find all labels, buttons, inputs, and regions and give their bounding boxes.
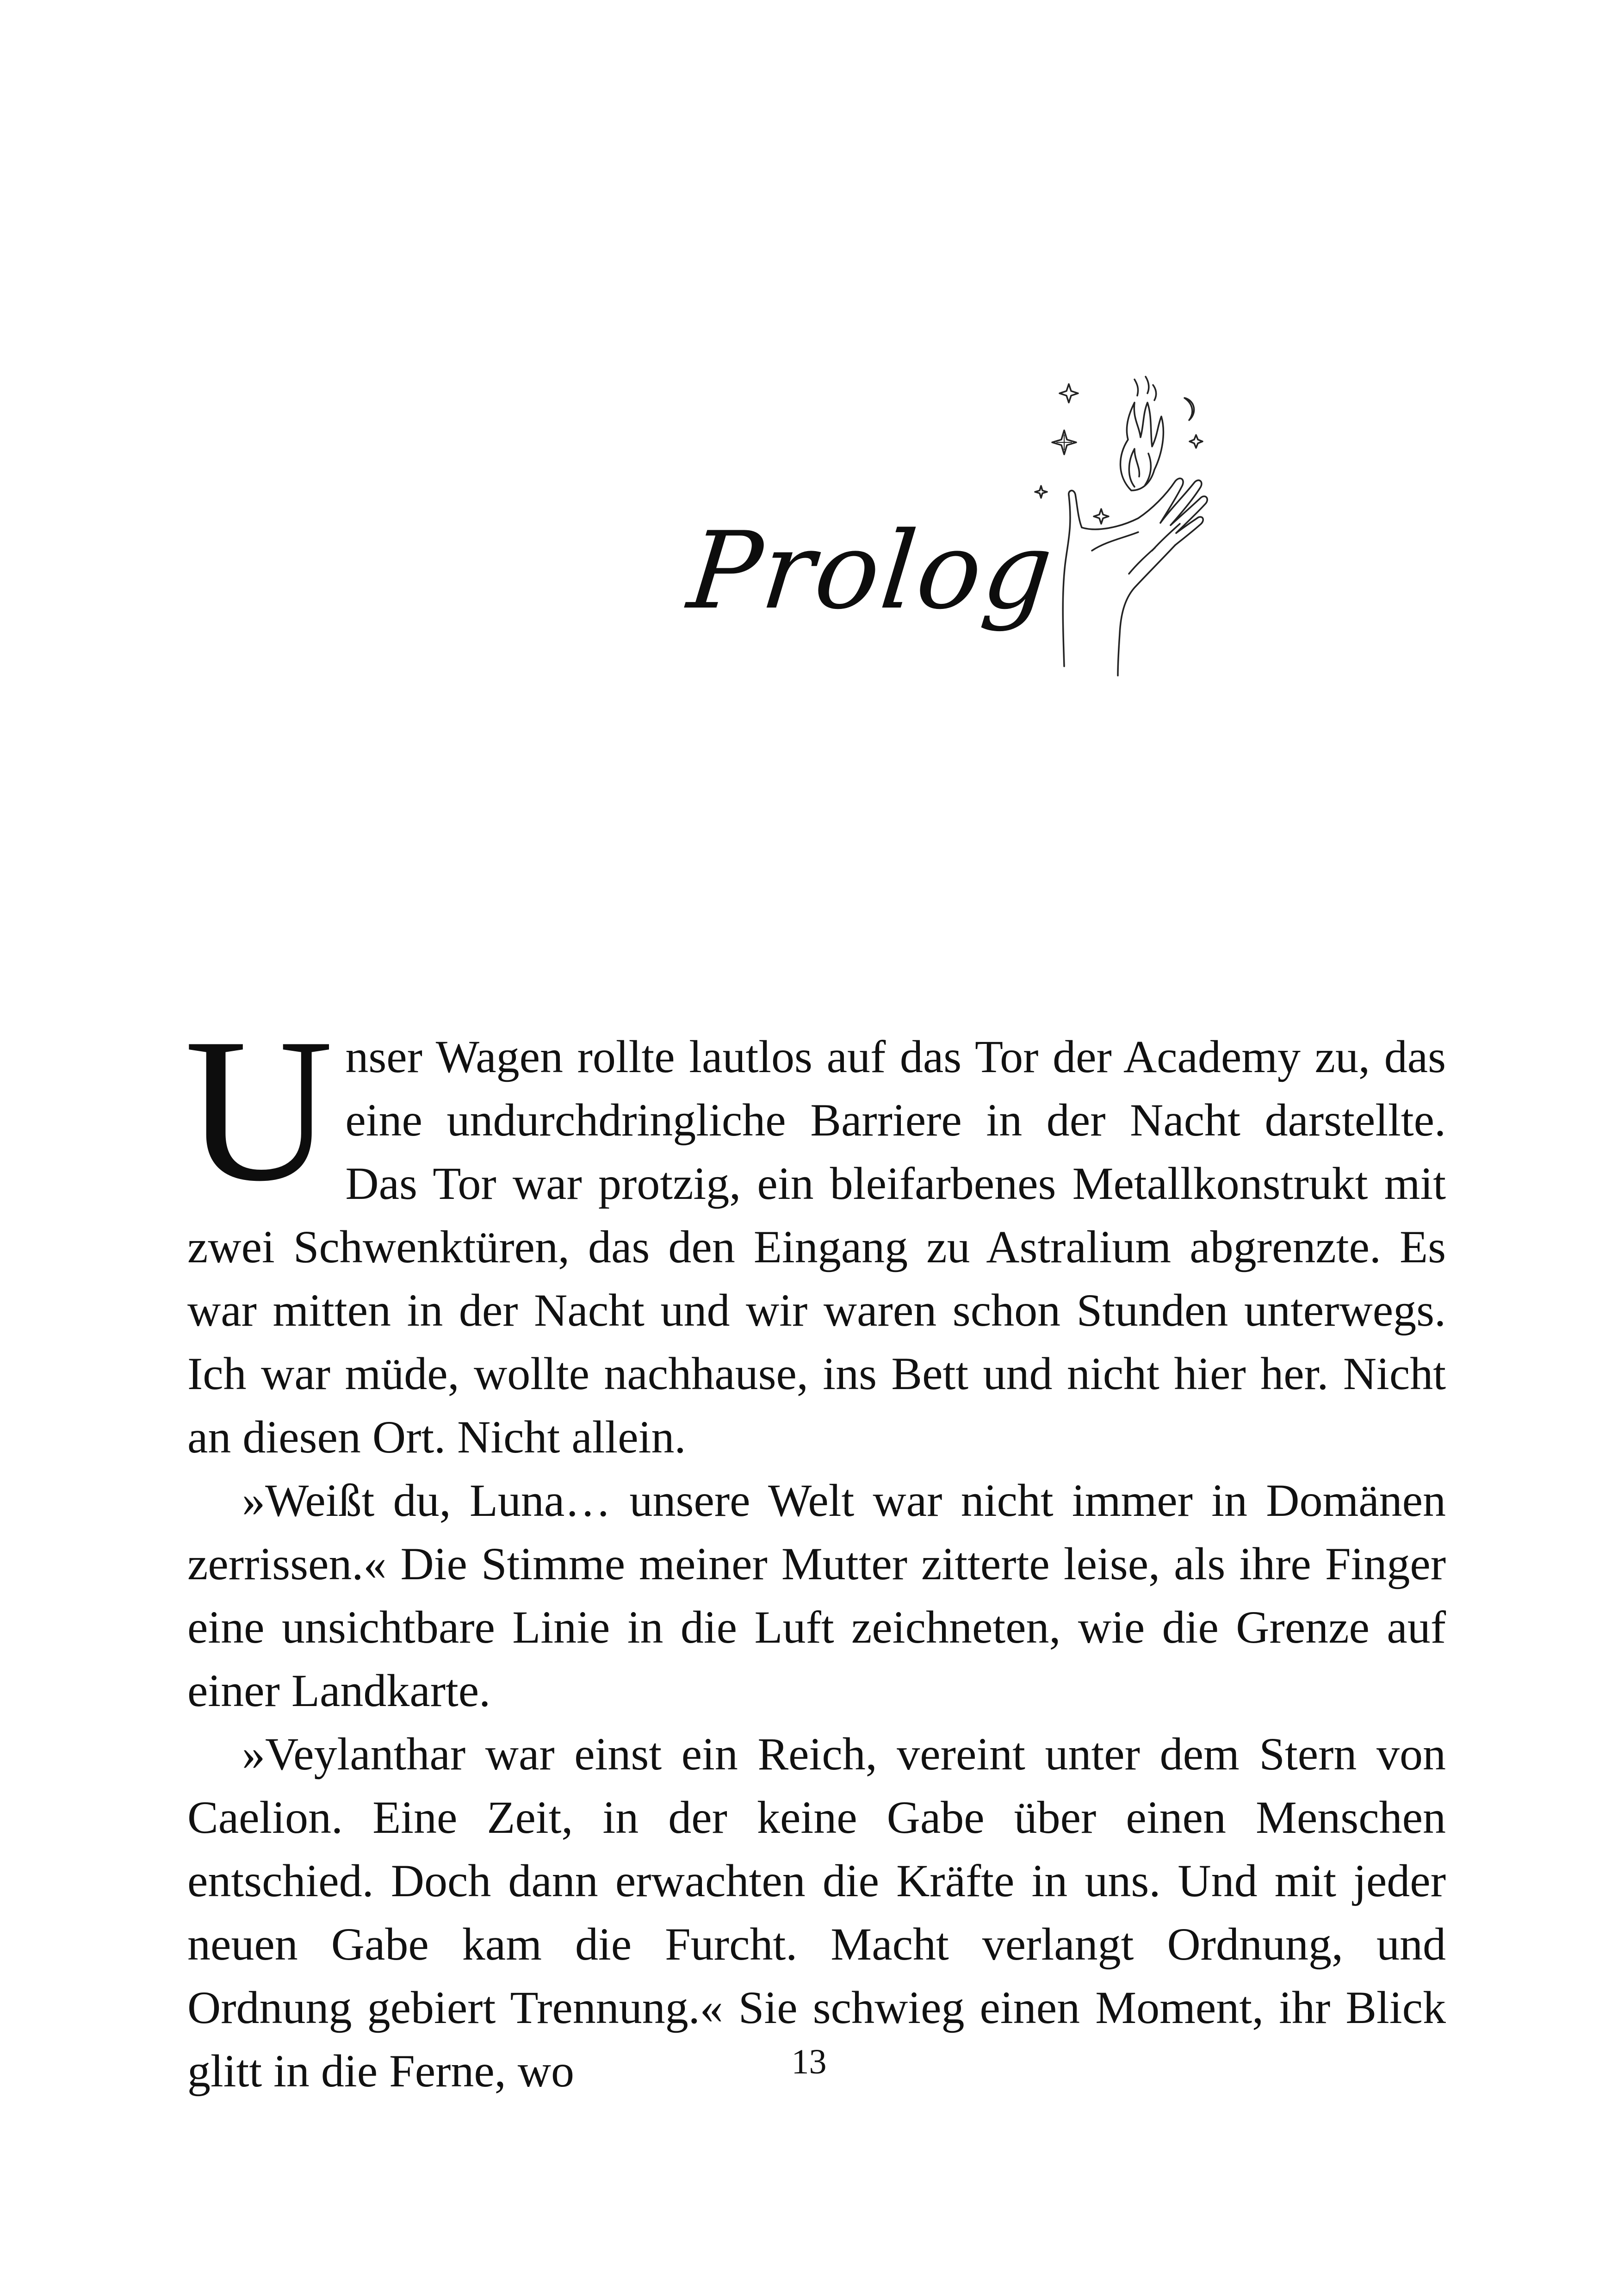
paragraph-1-text: nser Wagen rollte lautlos auf das Tor der Academy zu, das eine undurchdringliche Barriere in der Nacht darstellte. Das Tor war protzig, ein bleifarbenes Metallkonstrukt mit zwei Schwenktüren, das den Eingang zu Astralium abgrenzte. Es war mitten in der Nacht und wir waren schon Stunden unterwegs. Ich war müde, wollte nachhause, ins Bett und nicht hier her. Nicht an diesen Ort. Nicht allein. (187, 1031, 1446, 1463)
drop-cap: U (185, 996, 334, 1224)
paragraph-1 (185, 996, 1446, 1469)
page-number: 13 (791, 2042, 827, 2081)
hand-flame-ornament-icon (1013, 356, 1226, 680)
paragraph-2: »Weißt du, Luna… unsere Welt war nicht immer in Domänen zerrissen.« Die Stimme meiner Mutter zitterte leise, als ihre Finger eine unsichtbare Linie in die Luft zeichneten, wie die Grenze auf einer Landkarte. (187, 1475, 1446, 1716)
chapter-body (185, 996, 1446, 2103)
chapter-title: Prolog (683, 509, 1060, 633)
paragraph-3: »Veylanthar war einst ein Reich, vereint unter dem Stern von Caelion. Eine Zeit, in der keine Gabe über einen Menschen entschied. Doch dann erwachten die Kräfte in uns. Und mit jeder neuen Gabe kam die Furcht. Macht verlangt Ordnung, und Ordnung gebiert Trennung.« Sie schwieg einen Moment, ihr Blick glitt in die Ferne, wo (187, 1728, 1446, 2097)
